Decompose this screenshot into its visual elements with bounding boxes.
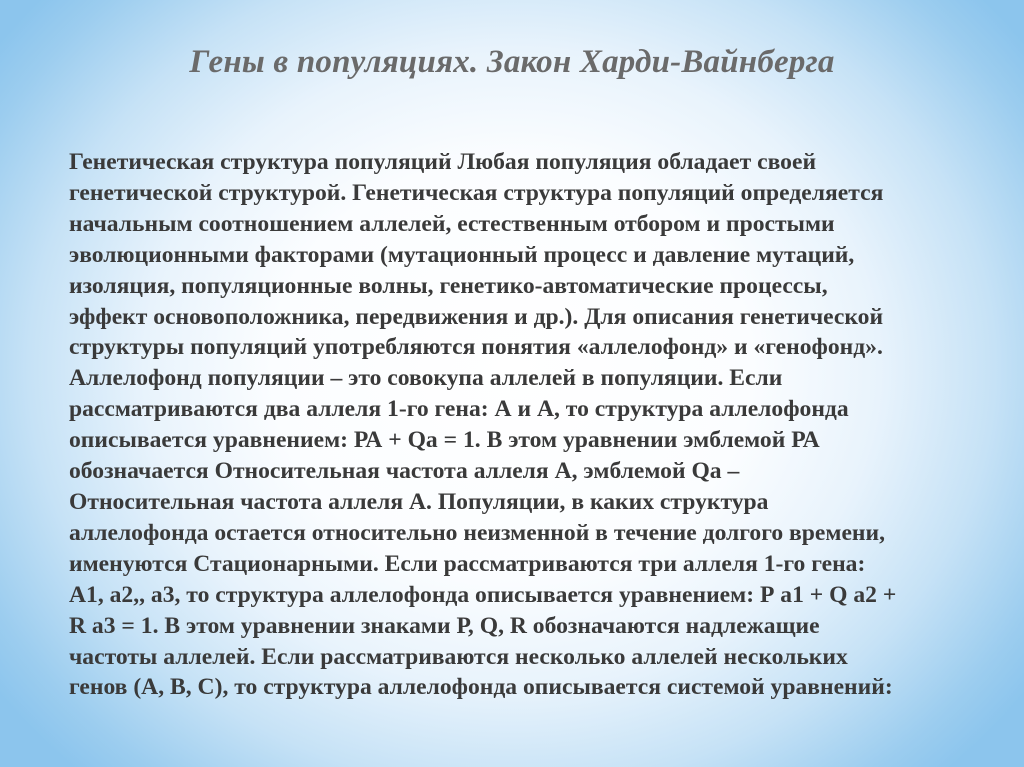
body-line: эффект основоположника, передвижения и др.). Для описания генетической xyxy=(69,303,884,330)
body-line: Относительная частота аллеля А. Популяции, в каких структура xyxy=(69,488,769,515)
body-line: R а3 = 1. В этом уравнении знаками Р, Q, R обозначаются надлежащие xyxy=(69,612,820,639)
body-line: Генетическая структура популяций Любая популяция обладает своей xyxy=(69,149,817,175)
body-line: генетической структурой. Генетическая структура популяций определяется xyxy=(69,179,884,206)
body-line: именуются Стационарными. Если рассматриваются три аллеля 1-го гена: xyxy=(69,550,866,577)
body-line: структуры популяций употребляются понятия «аллелофонд» и «генофонд». xyxy=(69,334,883,361)
body-line: генов (А, В, С), то структура аллелофонда описывается системой уравнений: xyxy=(69,674,893,701)
body-line: начальным соотношением аллелей, естественным отбором и простыми xyxy=(69,210,835,237)
body-line: обозначается Относительная частота аллеля А, эмблемой Qа – xyxy=(69,458,740,485)
body-line: эволюционными факторами (мутационный процесс и давление мутаций, xyxy=(69,241,855,268)
body-line: описывается уравнением: РА + Qа = 1. В этом уравнении эмблемой РА xyxy=(69,427,820,454)
body-line: аллелофонда остается относительно неизменной в течение долгого времени, xyxy=(69,519,885,546)
slide-body-text xyxy=(69,147,974,703)
slide-title: Гены в популяциях. Закон Харди-Вайнберга xyxy=(189,44,835,80)
body-line: рассматриваются два аллеля 1-го гена: А и А, то структура аллелофонда xyxy=(69,396,849,423)
body-line: частоты аллелей. Если рассматриваются несколько аллелей нескольких xyxy=(69,643,848,670)
body-line: изоляция, популяционные волны, генетико-автоматические процессы, xyxy=(69,272,828,299)
body-line: А1, а2,, а3, то структура аллелофонда описывается уравнением: Р а1 + Q а2 + xyxy=(69,581,897,608)
body-line: Аллелофонд популяции – это совокупа аллелей в популяции. Если xyxy=(69,365,783,392)
